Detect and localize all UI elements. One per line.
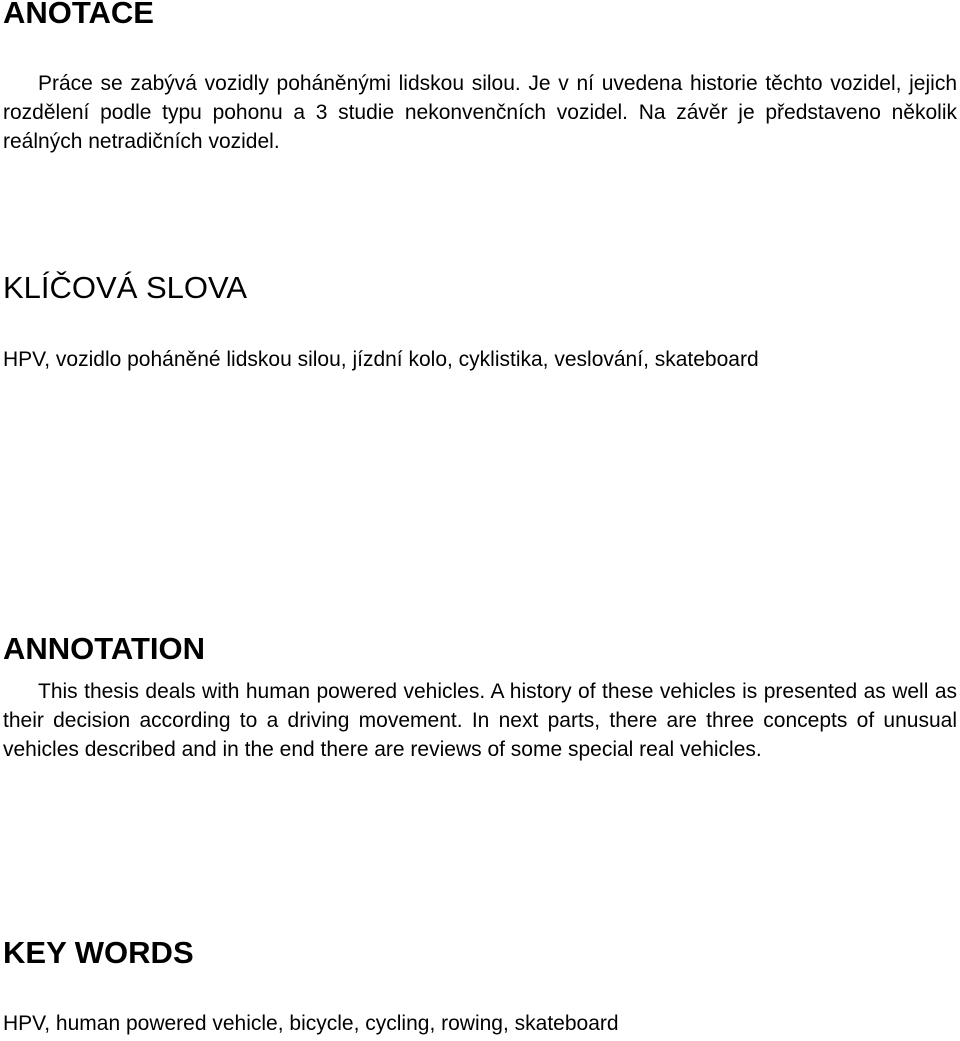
klicova-slova-heading: KLÍČOVÁ SLOVA xyxy=(3,270,248,305)
annotation-text: This thesis deals with human powered vehicles. A history of these vehicles is presented as well as their decision according to a driving movement. In next parts, there are three concepts of unusual vehicles described and in the end there are reviews of some special real vehicles. xyxy=(3,680,957,761)
annotation-paragraph xyxy=(3,677,957,764)
key-words-text: HPV, human powered vehicle, bicycle, cycling, rowing, skateboard xyxy=(3,1012,619,1035)
klicova-slova-text: HPV, vozidlo poháněné lidskou silou, jízdní kolo, cyklistika, veslování, skateboard xyxy=(3,348,759,371)
annotation-heading: ANNOTATION xyxy=(3,631,206,666)
anotace-paragraph xyxy=(3,69,957,156)
anotace-heading: ANOTACE xyxy=(3,0,154,30)
anotace-text: Práce se zabývá vozidly poháněnými lidskou silou. Je v ní uvedena historie těchto vozidel, jejich rozdělení podle typu pohonu a 3 studie nekonvenčních vozidel. Na závěr je představeno několik reálných netradičních vozidel. xyxy=(3,72,957,153)
key-words-heading: KEY WORDS xyxy=(3,935,194,970)
